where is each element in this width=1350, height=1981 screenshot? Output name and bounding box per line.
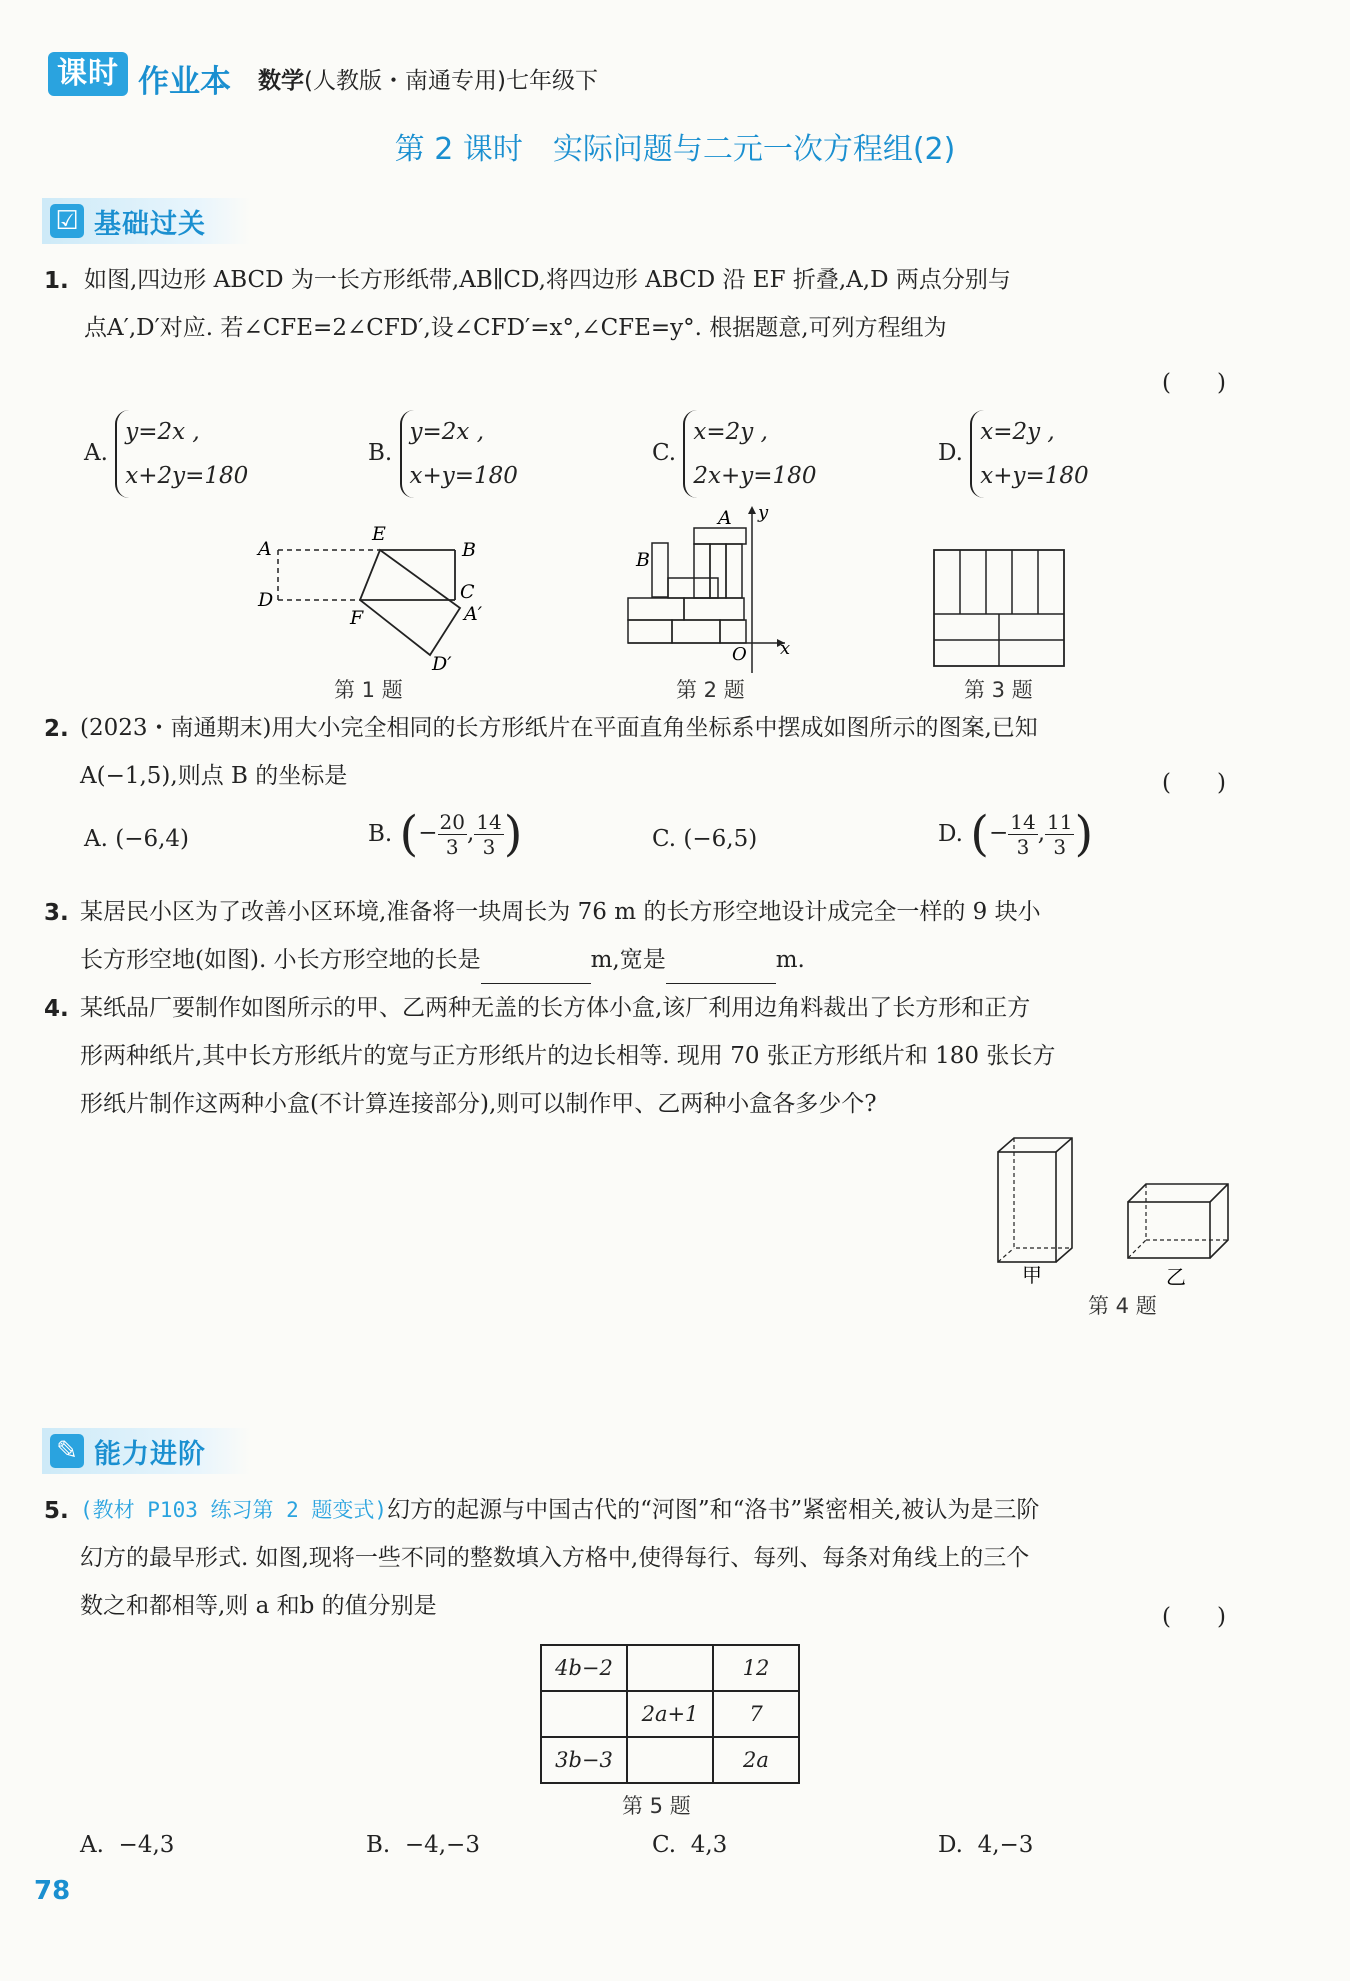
option-label: A. [80, 1832, 104, 1858]
option-a [84, 410, 248, 498]
option-label: C. [652, 440, 677, 466]
equation: 2x+y=180 [693, 463, 817, 489]
label-A: A [258, 538, 272, 560]
numerator: 14 [476, 809, 502, 834]
answer-paren: ( ) [1162, 1604, 1226, 1630]
equation-system [115, 410, 248, 498]
option-label: C. [652, 826, 677, 852]
option-value: (−6,5) [683, 826, 758, 852]
grid-cell: 12 [713, 1645, 799, 1691]
text-line: 某纸品厂要制作如图所示的甲、乙两种无盖的长方体小盒,该厂利用边角料裁出了长方形和正方 [80, 995, 1031, 1021]
option-value: 4,−3 [977, 1832, 1034, 1858]
section-label: 能力进阶 [94, 1438, 206, 1470]
answer-paren: ( ) [1162, 770, 1226, 796]
question-3-text [80, 888, 1300, 984]
figure-3-rectangle-grid [930, 546, 1070, 671]
label-B: B [636, 549, 650, 571]
fraction [474, 810, 503, 859]
text-line: 形纸片制作这两种小盒(不计算连接部分),则可以制作甲、乙两种小盒各多少个? [80, 1091, 877, 1117]
label-yi: 乙 [1166, 1265, 1186, 1289]
grid-cell [541, 1691, 627, 1737]
text-line: 点A′,D′对应. 若∠CFE=2∠CFD′,设∠CFD′=x°,∠CFE=y°. 根据题意,可列方程组为 [84, 315, 947, 341]
grid-cell: 3b−3 [541, 1737, 627, 1783]
text-line [80, 936, 1300, 984]
option-d [938, 1832, 1033, 1858]
option-c [652, 410, 816, 498]
table-row [541, 1691, 799, 1737]
option-value: 4,3 [690, 1832, 728, 1858]
grid-cell [627, 1645, 713, 1691]
question-number: 4. [44, 996, 69, 1022]
section-label: 基础过关 [94, 208, 206, 240]
text-line: 某居民小区为了改善小区环境,准备将一块周长为 76 m 的长方形空地设计成完全一样的 9 块小 [80, 899, 1041, 925]
grid-cell: 4b−2 [541, 1645, 627, 1691]
figure-2-coordinate-pattern [620, 498, 800, 678]
question-2-text [80, 704, 1300, 800]
checkbox-icon: ☑ [50, 204, 84, 238]
numerator: 14 [1010, 809, 1036, 834]
denominator: 3 [482, 834, 496, 859]
option-label: B. [366, 1832, 391, 1858]
option-b [366, 1832, 480, 1858]
text: m,宽是 [590, 947, 666, 973]
text: m. [775, 947, 805, 973]
answer-blank[interactable] [666, 955, 776, 984]
label-D: D [258, 589, 274, 611]
question-number: 3. [44, 900, 69, 926]
fraction [1045, 810, 1074, 859]
label-x: x [780, 638, 791, 659]
option-value: −4,−3 [404, 1832, 480, 1858]
figure-4-boxes [990, 1132, 1250, 1292]
figure-5-caption: 第 5 题 [622, 1794, 691, 1818]
section-advanced [42, 1428, 250, 1474]
grid-cell: 2a+1 [627, 1691, 713, 1737]
text-line: 如图,四边形 ABCD 为一长方形纸带,AB∥CD,将四边形 ABCD 沿 EF 折叠,A,D 两点分别与 [84, 267, 1011, 293]
fraction [438, 810, 467, 859]
text-line: 形两种纸片,其中长方形纸片的宽与正方形纸片的边长相等. 现用 70 张正方形纸片和 180 张长方 [80, 1043, 1056, 1069]
option-label: B. [368, 821, 393, 847]
numerator: 20 [439, 809, 465, 834]
option-c [652, 826, 757, 852]
magic-square [540, 1644, 800, 1784]
equation: x+y=180 [409, 463, 518, 489]
option-c [652, 1832, 727, 1858]
table-row [541, 1645, 799, 1691]
option-label: D. [938, 440, 963, 466]
answer-blank[interactable] [481, 955, 591, 984]
page-number: 78 [34, 1876, 71, 1906]
equation: x+y=180 [980, 463, 1089, 489]
option-label: D. [938, 1832, 963, 1858]
equation-system [970, 410, 1088, 498]
equation: y=2x , [125, 419, 200, 445]
question-number: 5. [44, 1498, 69, 1524]
text-line: (2023・南通期末)用大小完全相同的长方形纸片在平面直角坐标系中摆成如图所示的图案,已知 [80, 715, 1038, 741]
text-line [80, 1486, 1300, 1534]
label-B: B [462, 539, 476, 561]
brand-name: 作业本 [138, 64, 231, 100]
question-1-text [84, 256, 1284, 352]
numerator: 11 [1047, 809, 1073, 834]
equation: y=2x , [409, 419, 485, 445]
denominator: 3 [1053, 834, 1067, 859]
question-number: 2. [44, 716, 69, 742]
question-4-text [80, 984, 1300, 1128]
source-reference: (教材 P103 练习第 2 题变式) [80, 1498, 388, 1522]
option-label: C. [652, 1832, 677, 1858]
option-d: D. (− $\frac{14}{3}$ , $\frac{11}{3}$ ) [938, 806, 1094, 862]
label-C: C [460, 581, 475, 603]
question-number: 1. [44, 268, 69, 294]
equation: x=2y , [980, 419, 1055, 445]
text: 幻方的起源与中国古代的“河图”和“洛书”紧密相关,被认为是三阶 [387, 1497, 1040, 1523]
option-value: (−6,4) [115, 826, 190, 852]
option-label: A. [84, 440, 108, 466]
book-subtitle [258, 62, 598, 95]
text-line: 数之和都相等,则 a 和b 的值分别是 [80, 1593, 437, 1619]
equation: x+2y=180 [125, 463, 249, 489]
grid-cell: 2a [713, 1737, 799, 1783]
option-label: B. [368, 440, 393, 466]
section-basic [42, 198, 250, 244]
lesson-title: 第 2 课时 实际问题与二元一次方程组(2) [394, 132, 956, 167]
option-b [368, 410, 518, 498]
label-F: F [350, 607, 364, 629]
equation: x=2y , [693, 419, 768, 445]
text: 长方形空地(如图). 小长方形空地的长是 [80, 947, 481, 973]
label-jia: 甲 [1022, 1263, 1042, 1287]
label-E: E [372, 523, 386, 545]
answer-paren: ( ) [1162, 370, 1226, 396]
grid-cell: 7 [713, 1691, 799, 1737]
figure-4-caption: 第 4 题 [1088, 1294, 1157, 1318]
option-a [84, 826, 189, 852]
label-A-prime: A′ [464, 603, 483, 625]
option-label: A. [84, 826, 108, 852]
edition: (人教版・南通专用)七年级下 [304, 68, 598, 94]
grid-cell [627, 1737, 713, 1783]
figure-3-caption: 第 3 题 [964, 678, 1033, 702]
equation-system [400, 410, 518, 498]
question-5-text [80, 1486, 1300, 1630]
option-d [938, 410, 1089, 498]
pencil-icon: ✎ [50, 1434, 84, 1468]
label-origin: O [732, 644, 747, 665]
table-row [541, 1737, 799, 1783]
label-y: y [758, 502, 769, 523]
option-b: B. (− $\frac{20}{3}$ , $\frac{14}{3}$ ) [368, 806, 523, 862]
text-line: 幻方的最早形式. 如图,现将一些不同的整数填入方格中,使得每行、每列、每条对角线上的三个 [80, 1545, 1030, 1571]
label-A: A [718, 507, 732, 529]
option-value: −4,3 [118, 1832, 175, 1858]
figure-1-folded-rectangle [250, 520, 500, 680]
fraction [1008, 810, 1037, 859]
label-D-prime: D′ [432, 653, 452, 675]
option-a [80, 1832, 174, 1858]
equation-system [683, 410, 816, 498]
subject: 数学 [258, 68, 304, 94]
denominator: 3 [445, 834, 459, 859]
figure-2-caption: 第 2 题 [676, 678, 745, 702]
denominator: 3 [1016, 834, 1030, 859]
option-label: D. [938, 821, 963, 847]
figure-1-caption: 第 1 题 [334, 678, 403, 702]
text-line: A(−1,5),则点 B 的坐标是 [80, 763, 348, 789]
brand-logo: 课时 [48, 52, 128, 96]
